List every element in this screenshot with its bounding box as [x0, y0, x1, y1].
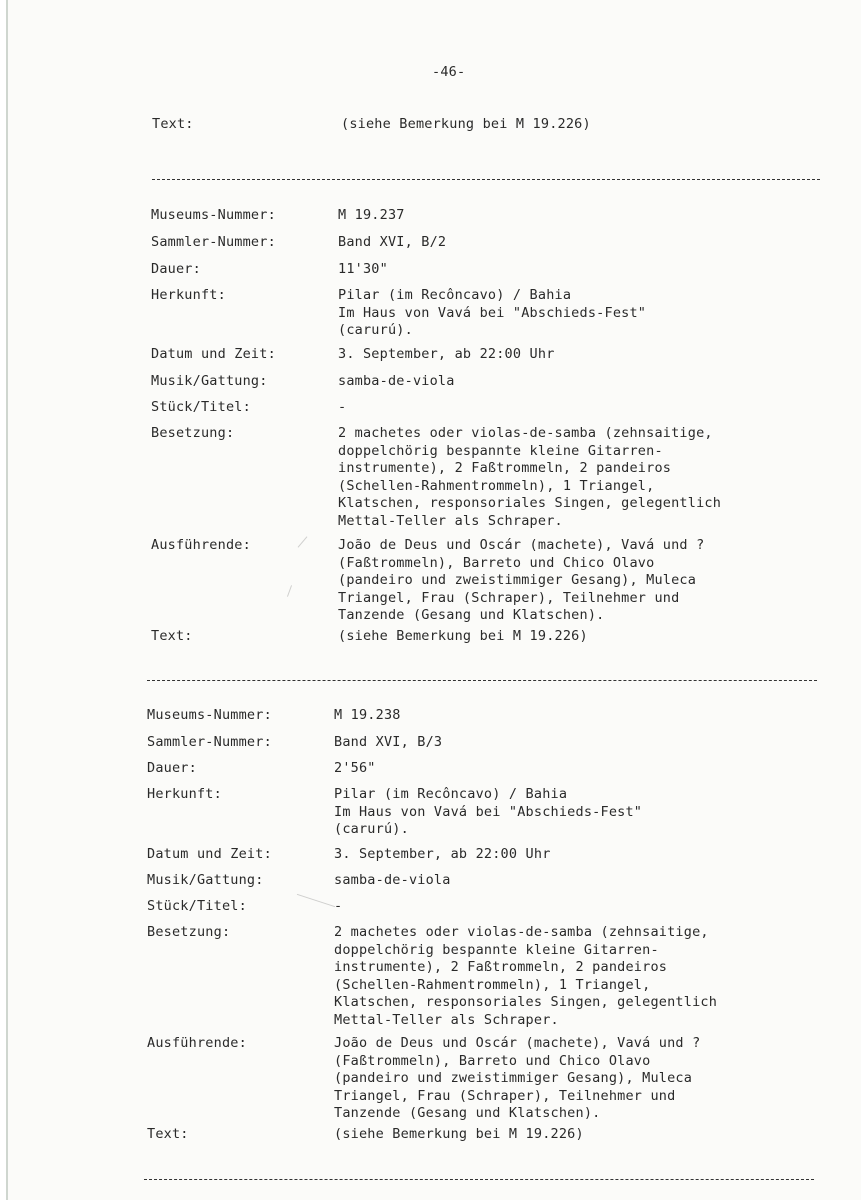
performers-label: Ausführende: [151, 537, 251, 553]
text-value: (siehe Bemerkung bei M 19.226) [334, 1126, 584, 1142]
genre-label: Musik/Gattung: [147, 872, 264, 888]
instrumentation-label: Besetzung: [151, 425, 235, 441]
date-time-label: Datum und Zeit: [147, 846, 272, 862]
genre-label: Musik/Gattung: [151, 373, 268, 389]
duration-value: 11'30" [338, 261, 388, 277]
museum-number-value: M 19.237 [338, 207, 405, 223]
performers-label: Ausführende: [147, 1035, 247, 1051]
origin-label: Herkunft: [147, 786, 222, 802]
date-time-value: 3. September, ab 22:00 Uhr [338, 346, 555, 362]
genre-value: samba-de-viola [338, 373, 455, 389]
duration-value: 2'56" [334, 760, 376, 776]
separator-line [144, 1179, 814, 1180]
instrumentation-value: 2 machetes oder violas-de-samba (zehnsaitige, doppelchörig bespannte kleine Gitarren- instrumente), 2 Faßtrommeln, 2 pandeiros (Schellen-Rahmentrommeln), 1 Triangel, Klatschen, responsoriales Singen, gelegentlich Mettal-Teller als Schraper. [338, 425, 722, 529]
collector-number-value: Band XVI, B/2 [338, 234, 447, 250]
date-time-value: 3. September, ab 22:00 Uhr [334, 846, 551, 862]
piece-title-label: Stück/Titel: [147, 898, 247, 914]
instrumentation-value: 2 machetes oder violas-de-samba (zehnsaitige, doppelchörig bespannte kleine Gitarren- instrumente), 2 Faßtrommeln, 2 pandeiros (Schellen-Rahmentrommeln), 1 Triangel, Klatschen, responsoriales Singen, gelegentlich Mettal-Teller als Schraper. [334, 924, 718, 1028]
piece-title-value: - [334, 898, 343, 914]
performers-value: João de Deus und Oscár (machete), Vavá und ? (Faßtrommeln), Barreto und Chico Olavo (pandeiro und zweistimmiger Gesang), Muleca Triangel, Frau (Schraper), Teilnehmer und Tanzende (Gesang und Klatschen). [334, 1035, 701, 1121]
scan-mark [297, 894, 335, 907]
origin-value: Pilar (im Recôncavo) / Bahia Im Haus von Vavá bei "Abschieds-Fest" (carurú). [338, 287, 647, 338]
date-time-label: Datum und Zeit: [151, 346, 276, 362]
scan-mark [287, 585, 292, 597]
text-label: Text: [152, 116, 194, 132]
separator-line [147, 680, 817, 681]
origin-value: Pilar (im Recôncavo) / Bahia Im Haus von Vavá bei "Abschieds-Fest" (carurú). [334, 786, 643, 837]
collector-number-label: Sammler-Nummer: [147, 734, 272, 750]
text-label: Text: [151, 628, 193, 644]
document-page [6, 0, 861, 1200]
collector-number-value: Band XVI, B/3 [334, 734, 443, 750]
duration-label: Dauer: [151, 261, 201, 277]
separator-line [152, 179, 820, 180]
genre-value: samba-de-viola [334, 872, 451, 888]
origin-label: Herkunft: [151, 287, 226, 303]
museum-number-label: Museums-Nummer: [151, 207, 276, 223]
text-value: (siehe Bemerkung bei M 19.226) [341, 116, 591, 132]
instrumentation-label: Besetzung: [147, 924, 231, 940]
scan-mark [298, 536, 308, 547]
piece-title-label: Stück/Titel: [151, 399, 251, 415]
text-value: (siehe Bemerkung bei M 19.226) [338, 628, 588, 644]
performers-value: João de Deus und Oscár (machete), Vavá und ? (Faßtrommeln), Barreto und Chico Olavo (pandeiro und zweistimmiger Gesang), Muleca Triangel, Frau (Schraper), Teilnehmer und Tanzende (Gesang und Klatschen). [338, 537, 705, 623]
collector-number-label: Sammler-Nummer: [151, 234, 276, 250]
duration-label: Dauer: [147, 760, 197, 776]
museum-number-value: M 19.238 [334, 707, 401, 723]
page-number: -46- [432, 64, 466, 80]
museum-number-label: Museums-Nummer: [147, 707, 272, 723]
text-label: Text: [147, 1126, 189, 1142]
piece-title-value: - [338, 399, 347, 415]
